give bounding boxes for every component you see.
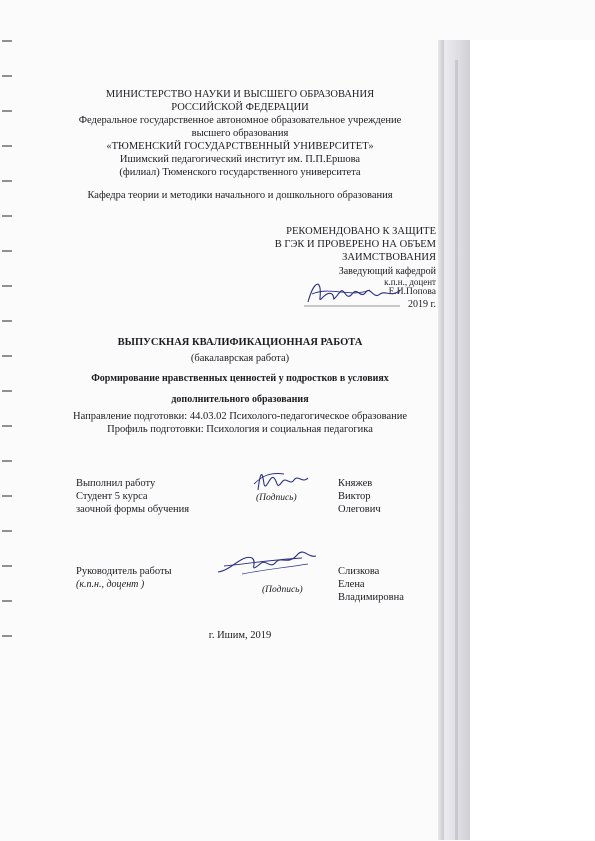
ministry-line-2: РОССИЙСКОЙ ФЕДЕРАЦИИ: [171, 102, 309, 113]
student-role-3: заочной формы обучения: [76, 504, 190, 515]
supervisor-degree: (к.п.н., доцент ): [76, 579, 145, 590]
approval-line-2: В ГЭК И ПРОВЕРЕНО НА ОБЪЕМ: [274, 239, 436, 250]
head-name: Е.И.Попова: [388, 287, 436, 297]
direction-of-study: Направление подготовки: 44.03.02 Психолого-педагогическое образование: [72, 411, 408, 422]
institution-type-2: высшего образования: [191, 128, 289, 139]
topic-line-1: Формирование нравственных ценностей у подростков в условиях: [91, 373, 389, 384]
head-signature-icon: [300, 272, 412, 312]
institution-type: Федеральное государственное автономное образовательное учреждение: [78, 115, 402, 126]
student-role-2: Студент 5 курса: [76, 491, 148, 502]
student-sign-caption: (Подпись): [256, 493, 297, 503]
page-edge: [470, 40, 595, 840]
supervisor-role: Руководитель работы: [76, 566, 172, 577]
ministry-line: МИНИСТЕРСТВО НАУКИ И ВЫСШЕГО ОБРАЗОВАНИЯ: [105, 89, 375, 100]
supervisor-surname: Слизкова: [338, 566, 380, 577]
student-patronymic: Олегович: [338, 504, 381, 515]
head-degree: к.п.н., доцент: [384, 277, 436, 287]
branch-name: (филиал) Тюменского государственного университета: [119, 167, 361, 178]
approval-line-1: РЕКОМЕНДОВАНО К ЗАЩИТЕ: [286, 226, 436, 237]
student-surname: Княжев: [338, 478, 373, 489]
study-profile: Профиль подготовки: Психология и социальная педагогика: [107, 424, 373, 435]
topic-line-2: дополнительного образования: [171, 394, 309, 405]
binding-marks: [0, 30, 14, 670]
approval-line-3: ЗАИМСТВОВАНИЯ: [342, 252, 436, 263]
city-year: г. Ишим, 2019: [208, 630, 272, 641]
work-subtitle: (бакалаврская работа): [190, 353, 290, 364]
supervisor-first-name: Елена: [338, 579, 365, 590]
supervisor-sign-caption: (Подпись): [262, 585, 303, 595]
supervisor-patronymic: Владимировна: [338, 592, 404, 603]
head-of-department: Заведующий кафедрой: [338, 266, 436, 277]
student-role-1: Выполнил работу: [76, 478, 156, 489]
student-first-name: Виктор: [338, 491, 371, 502]
folder-spine-edge: [455, 60, 458, 840]
institute-name: Ишимский педагогический институт им. П.П.Ершова: [119, 154, 361, 165]
university-name: «ТЮМЕНСКИЙ ГОСУДАРСТВЕННЫЙ УНИВЕРСИТЕТ»: [106, 141, 374, 152]
work-title: ВЫПУСКНАЯ КВАЛИФИКАЦИОННАЯ РАБОТА: [117, 337, 363, 348]
department-name: Кафедра теории и методики начального и дошкольного образования: [87, 190, 393, 201]
supervisor-signature-icon: [212, 544, 322, 580]
approval-date: 2019 г.: [408, 299, 436, 310]
